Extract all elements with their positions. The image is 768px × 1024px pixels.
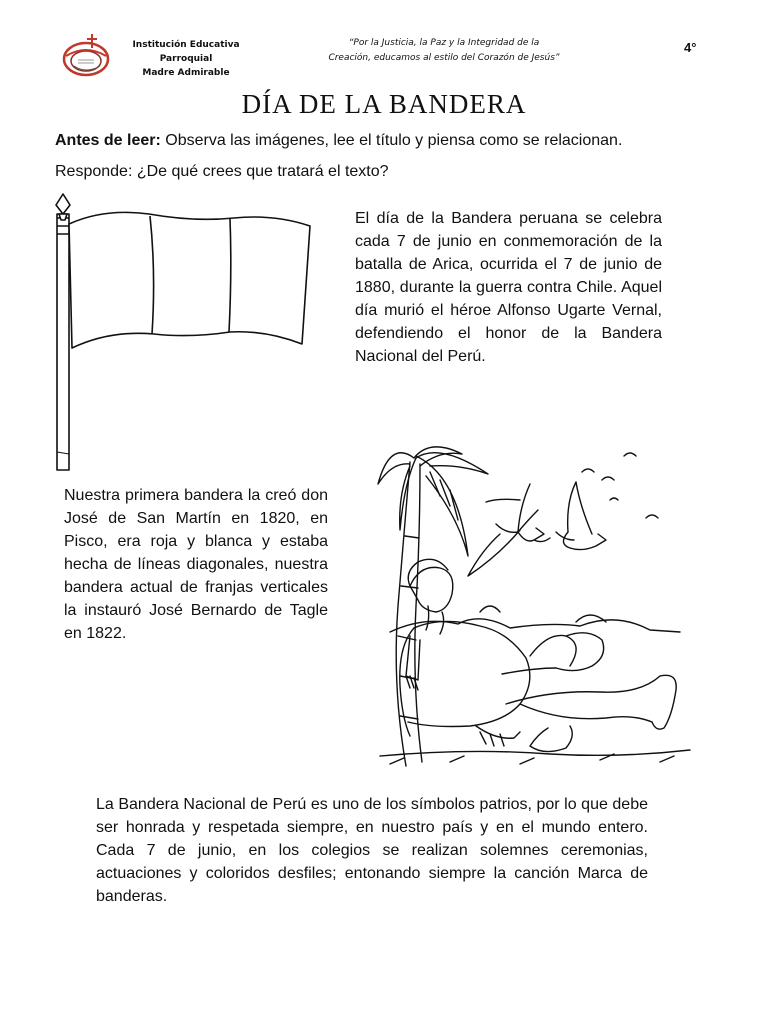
- page-title: DÍA DE LA BANDERA: [241, 89, 527, 119]
- prereading-label: Antes de leer:: [55, 132, 161, 149]
- motto-line2: Creación, educamos al estilo del Corazón de Jesús”: [328, 53, 560, 63]
- school-motto: [326, 36, 562, 66]
- school-name-line1: Institución Educativa Parroquial: [132, 40, 240, 64]
- paragraph-national-symbol: La Bandera Nacional de Perú es uno de los símbolos patrios, por lo que debe ser honrada y respetada siempre, en nuestro país y en el mundo entero. Cada 7 de junio, en los colegios se realizan solemnes ceremonias, actuaciones y coloridos desfiles; entonando siempre la canción Marca de banderas.: [96, 796, 648, 905]
- question-prompt: Responde: ¿De qué crees que tratará el texto?: [55, 163, 389, 180]
- paragraph-flag-day: El día de la Bandera peruana se celebra cada 7 de junio en conmemoración de la batalla de Arica, ocurrida el 7 de junio de 1880, durante la guerra contra Chile. Aquel día murió el héroe Alfonso Ugarte Vernal, defendiendo el honor de la Bandera Nacional del Perú.: [355, 210, 662, 365]
- motto-line1: “Por la Justicia, la Paz y la Integridad de la: [348, 38, 540, 48]
- prereading-text: Observa las imágenes, lee el título y piensa como se relacionan.: [160, 132, 623, 149]
- paragraph-first-flag: Nuestra primera bandera la creó don José de San Martín en 1820, en Pisco, era roja y blanca y estaba hecha de líneas diagonales, nuestra bandera actual de franjas verticales la instauró José Bernardo de Tagle en 1822.: [64, 487, 328, 642]
- prereading-instruction: [55, 131, 622, 151]
- school-name: [106, 38, 266, 80]
- flag-illustration: [44, 192, 324, 474]
- school-name-line2: Madre Admirable: [142, 68, 230, 78]
- grade-label: 4°: [684, 40, 697, 55]
- hero-illustration: [370, 436, 696, 770]
